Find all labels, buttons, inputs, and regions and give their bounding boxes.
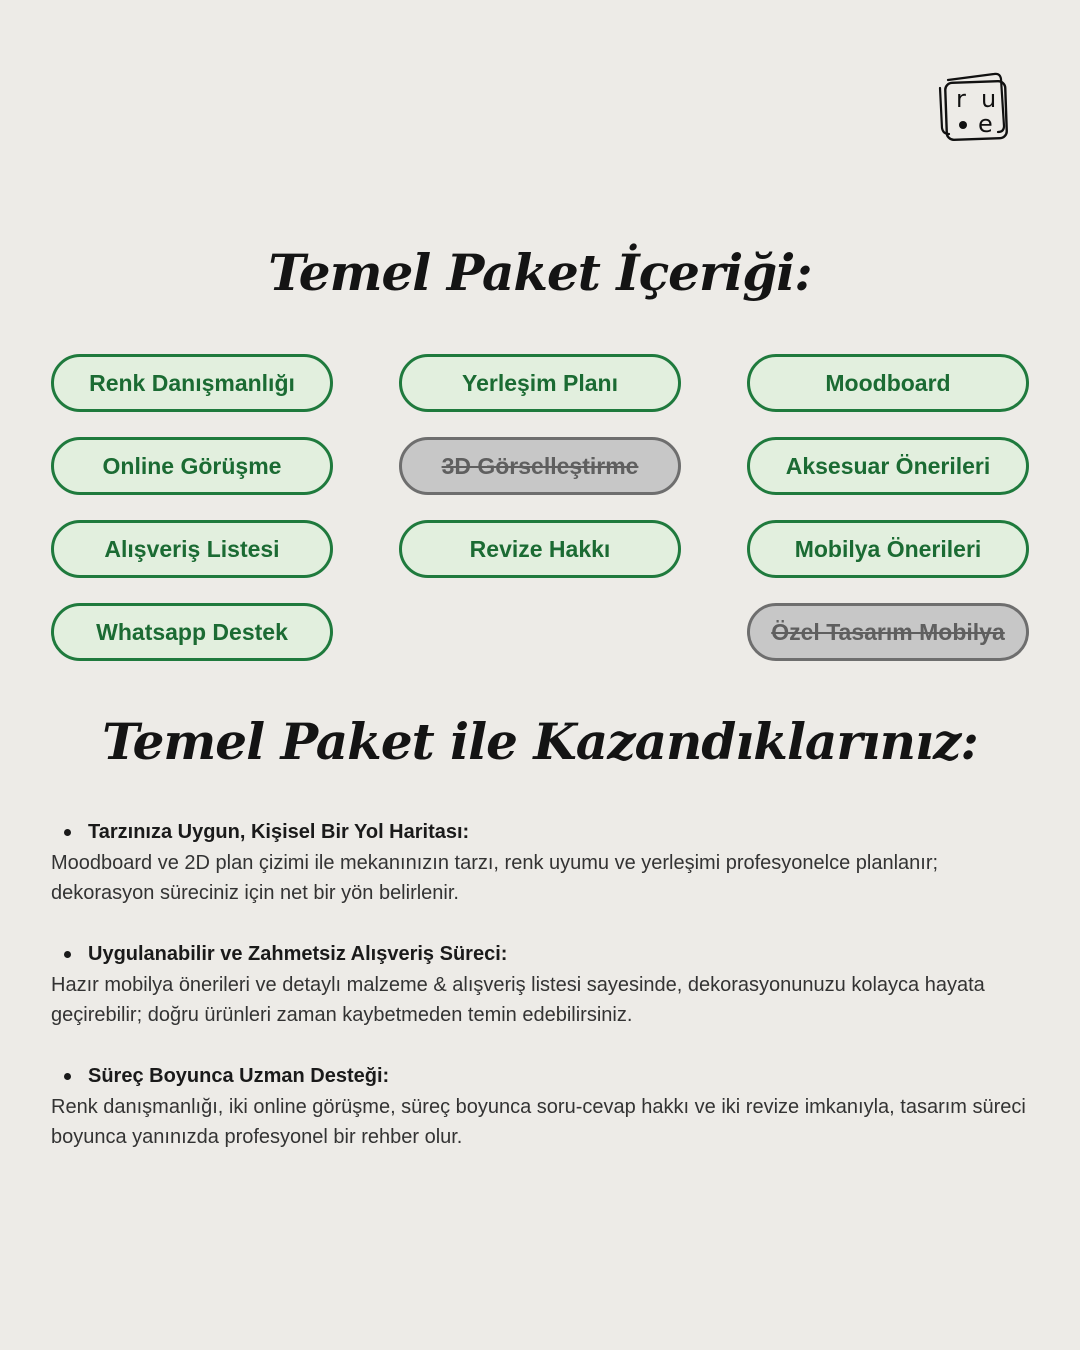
pill-renk-danismanligi: Renk Danışmanlığı	[51, 354, 333, 412]
benefit-text: Moodboard ve 2D plan çizimi ile mekanınızın tarzı, renk uyumu ve yerleşimi profesyonelce planlanır; dekorasyon süreciniz için net bir yön belirlenir.	[51, 852, 939, 904]
pill-revize-hakki: Revize Hakkı	[399, 520, 681, 578]
rue-logo-icon	[934, 70, 1014, 146]
benefits-title: Temel Paket ile Kazandıklarınız:	[102, 712, 978, 771]
pill-yerlesim-plani: Yerleşim Planı	[399, 354, 681, 412]
pill-aksesuar-onerileri: Aksesuar Önerileri	[747, 437, 1029, 495]
bullet-icon	[64, 829, 71, 836]
benefit-text: Hazır mobilya önerileri ve detaylı malzeme & alışveriş listesi sayesinde, dekorasyonunuzu kolayca hayata geçirebilir; doğru ürünleri zaman kaybetmeden temin edebilirsiniz.	[51, 974, 985, 1026]
pill-alisveris-listesi: Alışveriş Listesi	[51, 520, 333, 578]
benefit-title-row	[51, 816, 1041, 848]
benefits-list	[51, 816, 1041, 1182]
benefit-title: Süreç Boyunca Uzman Desteği:	[88, 1065, 390, 1087]
pill-whatsapp-destek: Whatsapp Destek	[51, 603, 333, 661]
pill-3d-gorsellestirme-excluded: 3D Görselleştirme	[399, 437, 681, 495]
pill-ozel-tasarim-mobilya-excluded: Özel Tasarım Mobilya	[747, 603, 1029, 661]
svg-text:u: u	[981, 85, 997, 113]
benefit-title-row	[51, 1060, 1041, 1092]
bullet-icon	[64, 1073, 71, 1080]
pill-online-gorusme: Online Görüşme	[51, 437, 333, 495]
svg-text:r: r	[956, 85, 966, 113]
benefit-text: Renk danışmanlığı, iki online görüşme, süreç boyunca soru-cevap hakkı ve iki revize imkanıyla, tasarım süreci boyunca yanınızda profesyonel bir rehber olur.	[51, 1096, 1026, 1148]
benefit-title: Tarzınıza Uygun, Kişisel Bir Yol Haritası:	[88, 821, 470, 843]
svg-text:e: e	[978, 110, 993, 138]
benefit-title: Uygulanabilir ve Zahmetsiz Alışveriş Süreci:	[88, 943, 508, 965]
benefit-item	[51, 816, 1041, 908]
benefit-title-row	[51, 938, 1041, 970]
package-contents-title: Temel Paket İçeriği:	[268, 243, 812, 302]
benefit-item	[51, 938, 1041, 1030]
benefit-item	[51, 1060, 1041, 1152]
pill-moodboard: Moodboard	[747, 354, 1029, 412]
bullet-icon	[64, 951, 71, 958]
pill-mobilya-onerileri: Mobilya Önerileri	[747, 520, 1029, 578]
